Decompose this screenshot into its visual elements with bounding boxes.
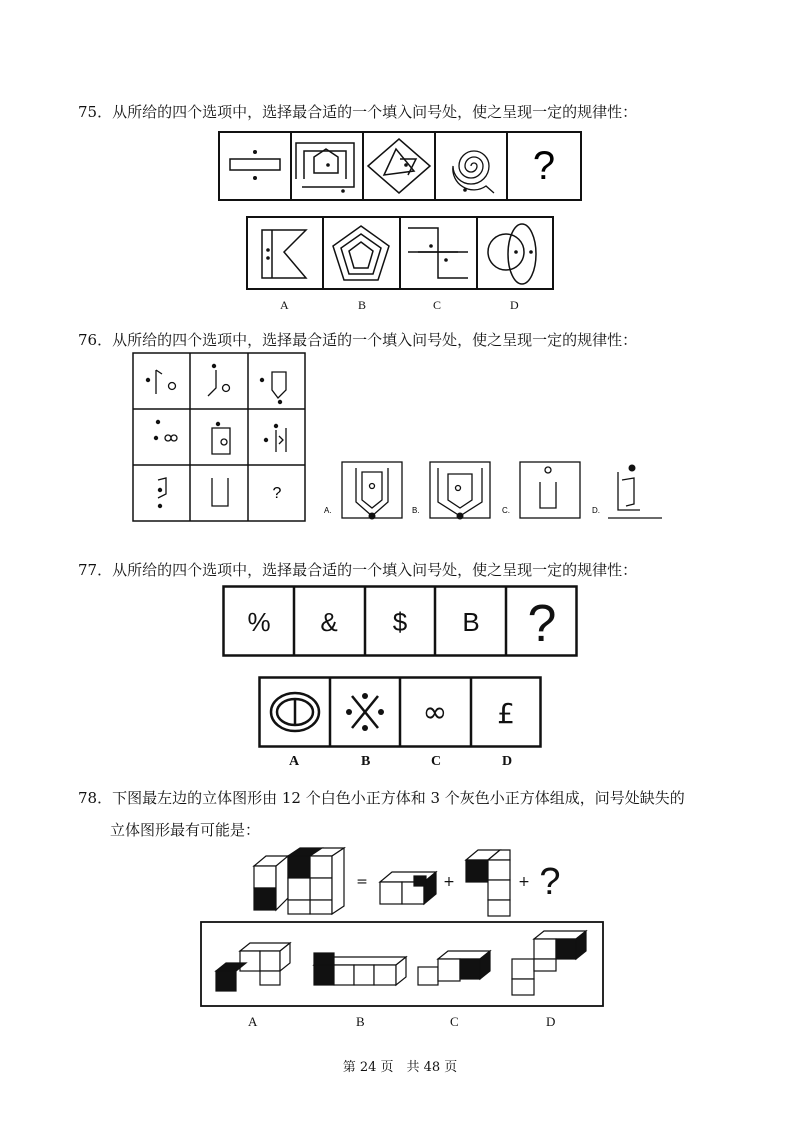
q77-symbol-ampersand: &	[320, 607, 338, 637]
question-78-line-2: 立体图形最有可能是：	[110, 821, 261, 839]
q75-question-mark: ?	[532, 144, 556, 188]
q75-option-b-shape	[333, 226, 389, 280]
q76-option-d-label[interactable]: D.	[592, 506, 600, 515]
q78-question-mark: ?	[539, 861, 561, 903]
question-76-text: 76．从所给的四个选项中，选择最合适的一个填入问号处，使之呈现一定的规律性：	[78, 331, 638, 349]
q75-option-a-label[interactable]: A	[280, 298, 289, 312]
q75-option-c-label[interactable]: C	[433, 298, 442, 312]
q77-symbol-b: B	[462, 607, 480, 637]
q78-composition-figure	[248, 846, 578, 920]
q77-option-b-label[interactable]: B	[361, 754, 371, 769]
q77-option-a-label[interactable]: A	[289, 754, 300, 769]
q76-grid-figure	[132, 352, 306, 522]
q77-option-c-label[interactable]: C	[431, 754, 442, 769]
q76-question-mark: ?	[272, 485, 282, 502]
q75-option-d-shape	[488, 224, 536, 284]
q77-option-b-shape	[352, 696, 378, 728]
q77-question-mark: ?	[527, 595, 557, 653]
q76-option-b-label[interactable]: B.	[412, 506, 420, 515]
q76-option-a-label[interactable]: A.	[324, 506, 332, 515]
q78-option-a-label[interactable]: A	[248, 1014, 258, 1029]
q75-option-c-shape	[408, 228, 468, 278]
q75-option-d-label[interactable]: D	[510, 298, 519, 312]
q78-equals-sign: =	[356, 874, 368, 890]
q75-sequence-figure	[218, 131, 582, 201]
q75-option-b-label[interactable]: B	[358, 298, 367, 312]
q77-symbol-dollar: $	[392, 607, 408, 637]
q78-plus-sign-1: +	[443, 874, 455, 890]
q77-sequence-figure	[222, 585, 578, 657]
q76-options-figure	[322, 458, 666, 524]
q75-panel-3	[368, 139, 430, 193]
q77-symbol-percent: %	[247, 607, 271, 637]
q78-option-d-label[interactable]: D	[546, 1014, 556, 1029]
q78-option-b-label[interactable]: B	[356, 1014, 365, 1029]
q76-option-c-label[interactable]: C.	[502, 506, 510, 515]
q78-options-figure	[200, 921, 604, 1007]
q77-option-d-symbol: £	[497, 697, 515, 730]
q75-option-a-shape	[262, 230, 306, 278]
question-75-text: 75．从所给的四个选项中，选择最合适的一个填入问号处，使之呈现一定的规律性：	[78, 103, 638, 121]
q77-option-d-label[interactable]: D	[502, 754, 513, 769]
q78-option-c-label[interactable]: C	[450, 1014, 459, 1029]
question-77-text: 77．从所给的四个选项中，选择最合适的一个填入问号处，使之呈现一定的规律性：	[78, 561, 638, 579]
page-footer: 第 24 页 共 48 页	[342, 1060, 458, 1075]
q75-panel-2	[296, 143, 354, 187]
q75-panel-1	[230, 159, 280, 170]
q75-panel-4	[453, 151, 494, 193]
q75-options-figure	[246, 216, 554, 290]
q77-option-a-shape	[271, 693, 319, 731]
q77-option-c-symbol: ∞	[422, 695, 448, 730]
q77-options-figure	[258, 676, 542, 748]
question-78-line-1: 78．下图最左边的立体图形由 12 个白色小正方体和 3 个灰色小正方体组成，问号处缺失的	[78, 789, 685, 807]
q78-plus-sign-2: +	[518, 874, 530, 890]
